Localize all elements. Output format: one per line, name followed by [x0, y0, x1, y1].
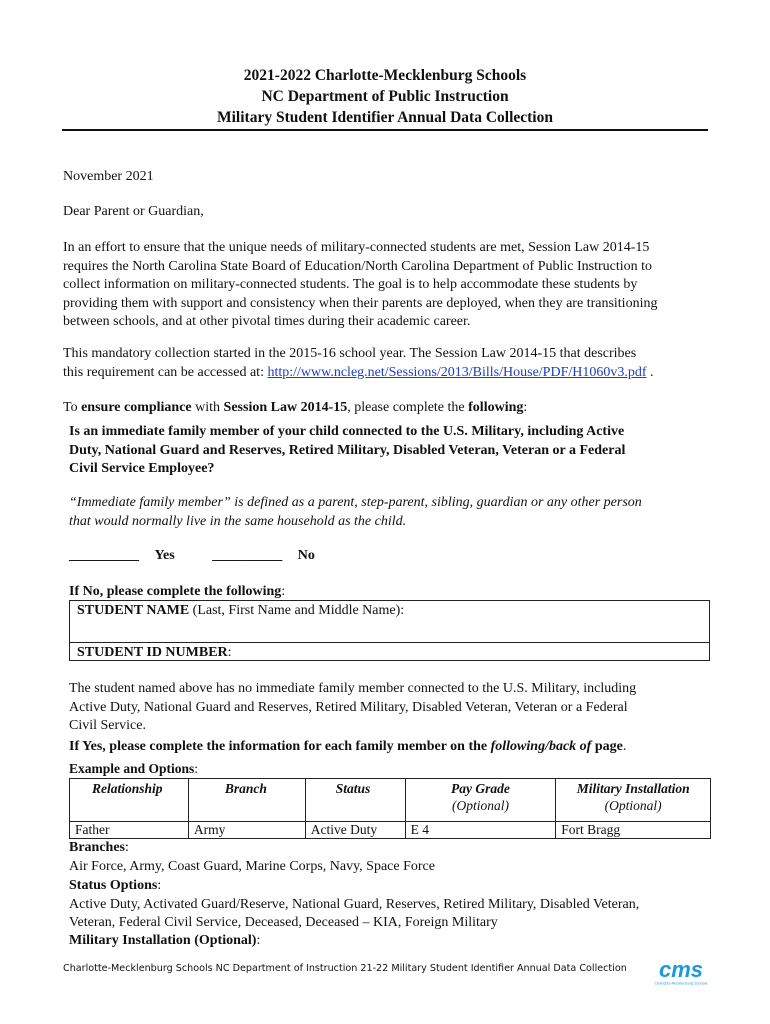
table-row: [70, 822, 711, 839]
student-box-divider: [70, 642, 709, 643]
example-table-header: [70, 779, 711, 822]
no-blank[interactable]: __________: [212, 548, 283, 563]
document-header: [62, 65, 708, 128]
cell-status: Active Duty: [305, 822, 405, 839]
col-status: Status: [305, 779, 405, 822]
header-line-2: NC Department of Public Instruction: [261, 88, 509, 105]
letter-date: November 2021: [63, 169, 154, 184]
header-divider: [62, 129, 708, 131]
cms-logo: [650, 958, 712, 986]
military-question: Is an immediate family member of your child connected to the U.S. Military, including Active Duty, National Guard and Reserves, Retired Military, Disabled Veteran, Veteran or a Federal Civil Service Employee?: [69, 424, 626, 476]
no-label: No: [297, 548, 315, 563]
header-line-1: 2021-2022 Charlotte-Mecklenburg Schools: [243, 67, 527, 84]
page-footer: Charlotte-Mecklenburg Schools NC Department of Instruction 21-22 Military Student Identifier Annual Data Collection: [63, 963, 627, 974]
student-name-field[interactable]: STUDENT NAME (Last, First Name and Middle Name):: [77, 603, 405, 618]
salutation: Dear Parent or Guardian,: [63, 204, 204, 219]
example-label: Example and Options:: [69, 761, 199, 776]
header-line-3: Military Student Identifier Annual Data Collection: [217, 109, 553, 126]
branches-section: Branches: Air Force, Army, Coast Guard, Marine Corps, Navy, Space Force: [69, 840, 435, 874]
cell-branch: Army: [188, 822, 305, 839]
col-branch: Branch: [188, 779, 305, 822]
if-yes-instruction: If Yes, please complete the information for each family member on the following/back of page.: [69, 739, 627, 754]
cms-logo-text: cms: [658, 958, 704, 982]
yes-label: Yes: [154, 548, 175, 563]
col-military-installation: Military Installation (Optional): [556, 779, 711, 822]
cell-installation: Fort Bragg: [556, 822, 711, 839]
if-no-heading: If No, please complete the following:: [69, 584, 286, 599]
yes-blank[interactable]: __________: [69, 548, 139, 563]
yes-no-selection: [69, 547, 719, 566]
col-relationship: Relationship: [70, 779, 189, 822]
no-military-statement: The student named above has no immediate family member connected to the U.S. Military, including Active Duty, National Guard and Reserves, Retired Military, Disabled Veteran, Veteran or a Federal Civil Service.: [69, 681, 637, 733]
cell-relationship: Father: [70, 822, 189, 839]
intro-paragraph: In an effort to ensure that the unique needs of military-connected students are met, Session Law 2014-15 requires the North Carolina State Board of Education/North Carolina Department of Public Instruction to collect information on military-connected students. The goal is to help accommodate these students by providing them with support and consistency when their parents are deployed, when they are transitioning between schools, and at other pivotal times during their academic career.: [63, 240, 658, 329]
student-info-box: [69, 600, 710, 661]
student-id-field[interactable]: STUDENT ID NUMBER:: [77, 645, 232, 660]
example-table: [69, 778, 711, 839]
col-pay-grade: Pay Grade (Optional): [405, 779, 556, 822]
immediate-family-definition: “Immediate family member” is defined as a parent, step-parent, sibling, guardian or any other person that would normally live in the same household as the child.: [69, 495, 642, 529]
installation-section: Military Installation (Optional):: [69, 933, 261, 948]
cell-pay-grade: E 4: [405, 822, 556, 839]
compliance-line: To ensure compliance with Session Law 2014-15, please complete the following:: [63, 400, 528, 415]
session-law-link[interactable]: http://www.ncleg.net/Sessions/2013/Bills/House/PDF/H1060v3.pdf: [267, 364, 647, 380]
mandatory-paragraph: This mandatory collection started in the 2015-16 school year. The Session Law 2014-15 that describes this requirement can be accessed at: http://www.ncleg.net/Sessions/2013/Bills/House/PDF/H1060v3.pdf .: [63, 346, 654, 380]
cms-logo-subtitle: Charlotte-Mecklenburg Schools: [654, 981, 708, 986]
status-options-section: Status Options: Active Duty, Activated Guard/Reserve, National Guard, Reserves, Retired Military, Disabled Veteran, Veteran, Federal Civil Service, Deceased, Deceased – KIA, Foreign Military: [69, 878, 640, 930]
